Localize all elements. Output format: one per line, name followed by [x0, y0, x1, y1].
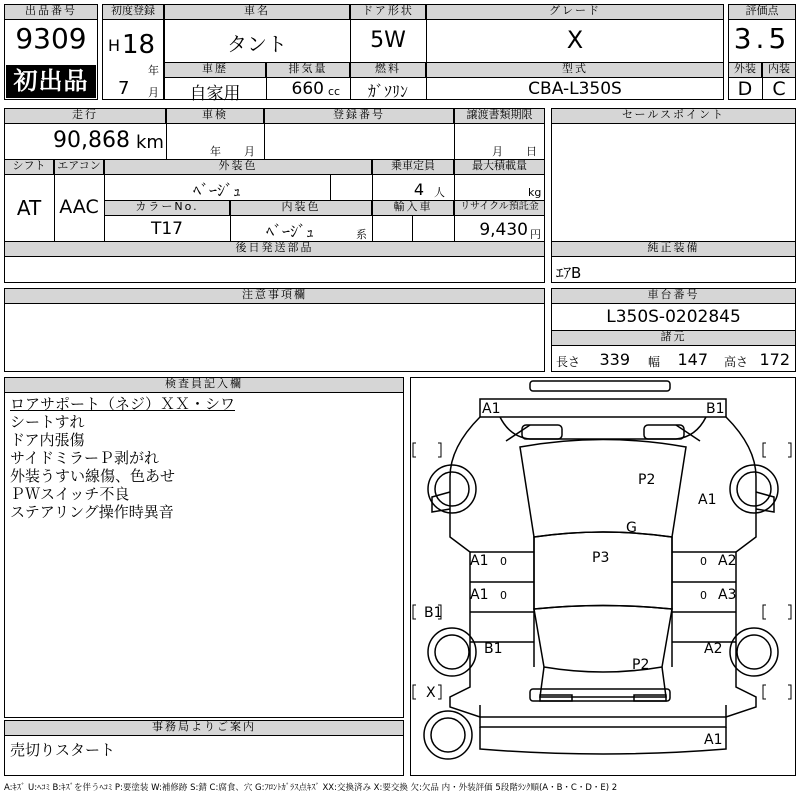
mark-g-glass: G [626, 520, 637, 536]
recycle-unit: 円 [530, 228, 541, 241]
model-label: 型式 [426, 62, 724, 78]
inspector-note: ステアリング操作時異音 [10, 504, 174, 521]
first-reg-label: 初度登録 [102, 4, 164, 20]
inspector-note: ＰＷスイッチ不良 [10, 486, 130, 503]
max-load-unit: kg [528, 186, 542, 199]
reg-no-cell [264, 123, 455, 160]
rating: 3.5 [733, 22, 791, 55]
history-label: 車歴 [164, 62, 266, 78]
inspector-note: ロアサポート（ネジ）ＸＸ・シワ [10, 396, 236, 413]
inspection-year-unit: 年 [210, 145, 221, 158]
inspection-month-unit: 月 [244, 145, 255, 158]
import-cell-1 [372, 215, 413, 242]
inspector-note: サイドミラーＰ剥がれ [10, 450, 159, 467]
reg-month: 7 [118, 78, 130, 99]
fuel-label: 燃料 [350, 62, 426, 78]
recycle: 9,430 [479, 220, 528, 240]
equipment-label: 純正装備 [551, 241, 796, 257]
office-label: 事務局よりご案内 [4, 720, 404, 736]
door-type: 5W [370, 28, 406, 53]
ext-color: ﾍﾞｰｼﾞｭ [192, 181, 241, 200]
displacement: 660 [291, 79, 324, 99]
int-color-unit: 系 [356, 228, 367, 241]
mark-a1-left-door2: A1 [470, 587, 489, 603]
aircon-label: エアコン [54, 159, 104, 175]
later-parts-label: 後日発送部品 [4, 241, 545, 257]
car-name-label: 車名 [164, 4, 350, 20]
exterior-label: 外装 [728, 62, 762, 78]
ext-color-label: 外装色 [104, 159, 372, 175]
mark-b1-front-right: B1 [706, 401, 725, 417]
color-no-label: カラーNo. [104, 200, 230, 216]
car-name: タント [227, 32, 287, 56]
recycle-label: リサイクル預託金 [454, 200, 545, 216]
displacement-label: 排気量 [266, 62, 350, 78]
mark-a3-right-door2: A3 [718, 587, 737, 603]
inspection-label: 車検 [166, 108, 264, 124]
mark-a2-right-rear: A2 [704, 641, 723, 657]
capacity-label: 乗車定員 [372, 159, 454, 175]
shift-label: シフト [4, 159, 54, 175]
reg-no-label: 登録番号 [264, 108, 454, 124]
sales-points-label: セールスポイント [551, 108, 796, 124]
damage-legend: A:ｷｽﾞ U:ﾍｺﾐ B:ｷｽﾞを伴うﾍｺﾐ P:要塗装 W:補修跡 S:錆 C:腐食、穴 G:ﾌﾛﾝﾄｶﾞﾗｽ点ｷｽﾞ XX:交換済み X:要交換 欠:欠品 内・外装評価 5段階ﾗﾝｸ順(A・B・C・D・E) 2 [4, 783, 618, 793]
mark-a1-bottom: A1 [704, 732, 723, 748]
lot-number: 9309 [15, 22, 87, 55]
import-cell-2 [412, 215, 455, 242]
max-load-label: 最大積載量 [454, 159, 545, 175]
rating-label: 評価点 [728, 4, 796, 20]
specs-label: 諸元 [551, 330, 796, 346]
caution-label: 注意事項欄 [4, 288, 545, 304]
mark-zero: 0 [700, 555, 707, 568]
chassis-number: L350S-0202845 [606, 307, 741, 327]
mark-a1-front-left: A1 [482, 401, 501, 417]
lot-number-label: 出品番号 [4, 4, 98, 20]
mark-zero: 0 [500, 589, 507, 602]
color-no: T17 [150, 219, 184, 239]
height: 172 [759, 350, 790, 369]
length-label: 長さ [556, 355, 581, 369]
door-label: ドア形状 [350, 4, 426, 20]
mark-zero: 0 [700, 589, 707, 602]
fuel: ｶﾞｿﾘﾝ [367, 82, 408, 101]
ext-color-extra-cell [330, 174, 373, 201]
mark-p3-roof: P3 [592, 550, 610, 566]
office-message: 売切りスタート [10, 741, 116, 759]
int-color-label: 内装色 [230, 200, 372, 216]
equipment-value: ｴｱB [556, 264, 582, 282]
mark-a1-left-door1: A1 [470, 553, 489, 569]
chassis-label: 車台番号 [551, 288, 796, 304]
car-diagram [410, 377, 796, 776]
transfer-day-unit: 日 [526, 145, 537, 158]
history: 自家用 [189, 84, 241, 104]
capacity: 4 [413, 180, 424, 199]
int-color: ﾍﾞｰｼﾞｭ [265, 222, 314, 241]
mark-b1-left-rear: B1 [484, 641, 503, 657]
reg-month-unit: 月 [148, 86, 159, 99]
interior-grade: C [772, 78, 786, 100]
exterior-grade: D [737, 78, 753, 100]
width: 147 [677, 350, 708, 369]
inspector-note: 外装うすい線傷、色あせ [10, 468, 176, 485]
mark-b1-left-side: B1 [424, 605, 443, 621]
import-label: 輸入車 [372, 200, 454, 216]
first-listing-badge: 初出品 [6, 65, 96, 98]
reg-year-unit: 年 [148, 64, 159, 77]
mark-a1-right-front: A1 [698, 492, 717, 508]
grade-label: グレード [426, 4, 724, 20]
mark-x-rear: X [426, 685, 436, 701]
mark-p2-back: P2 [632, 657, 650, 673]
displacement-unit: cc [328, 85, 341, 98]
inspector-note: シートすれ [10, 414, 85, 431]
era: H [108, 36, 121, 55]
height-label: 高さ [724, 355, 749, 369]
interior-label: 内装 [762, 62, 796, 78]
model: CBA-L350S [528, 79, 622, 99]
width-label: 幅 [648, 355, 661, 369]
reg-year: 18 [122, 30, 156, 60]
length: 339 [599, 350, 630, 369]
inspector-note: ドア内張傷 [10, 432, 85, 449]
mileage-unit: km [136, 132, 164, 153]
grade: X [566, 26, 584, 54]
mileage-label: 走行 [4, 108, 166, 124]
capacity-unit: 人 [434, 186, 445, 199]
mark-p2-hood: P2 [638, 472, 656, 488]
transfer-month-unit: 月 [492, 145, 503, 158]
inspector-label: 検査員記入欄 [4, 377, 404, 393]
mark-zero: 0 [500, 555, 507, 568]
transfer-docs-label: 譲渡書類期限 [454, 108, 545, 124]
mark-a2-right-door1: A2 [718, 553, 737, 569]
mileage: 90,868 [53, 128, 130, 153]
sales-points-box [551, 108, 796, 242]
shift: AT [16, 196, 42, 220]
aircon: AAC [59, 196, 99, 218]
